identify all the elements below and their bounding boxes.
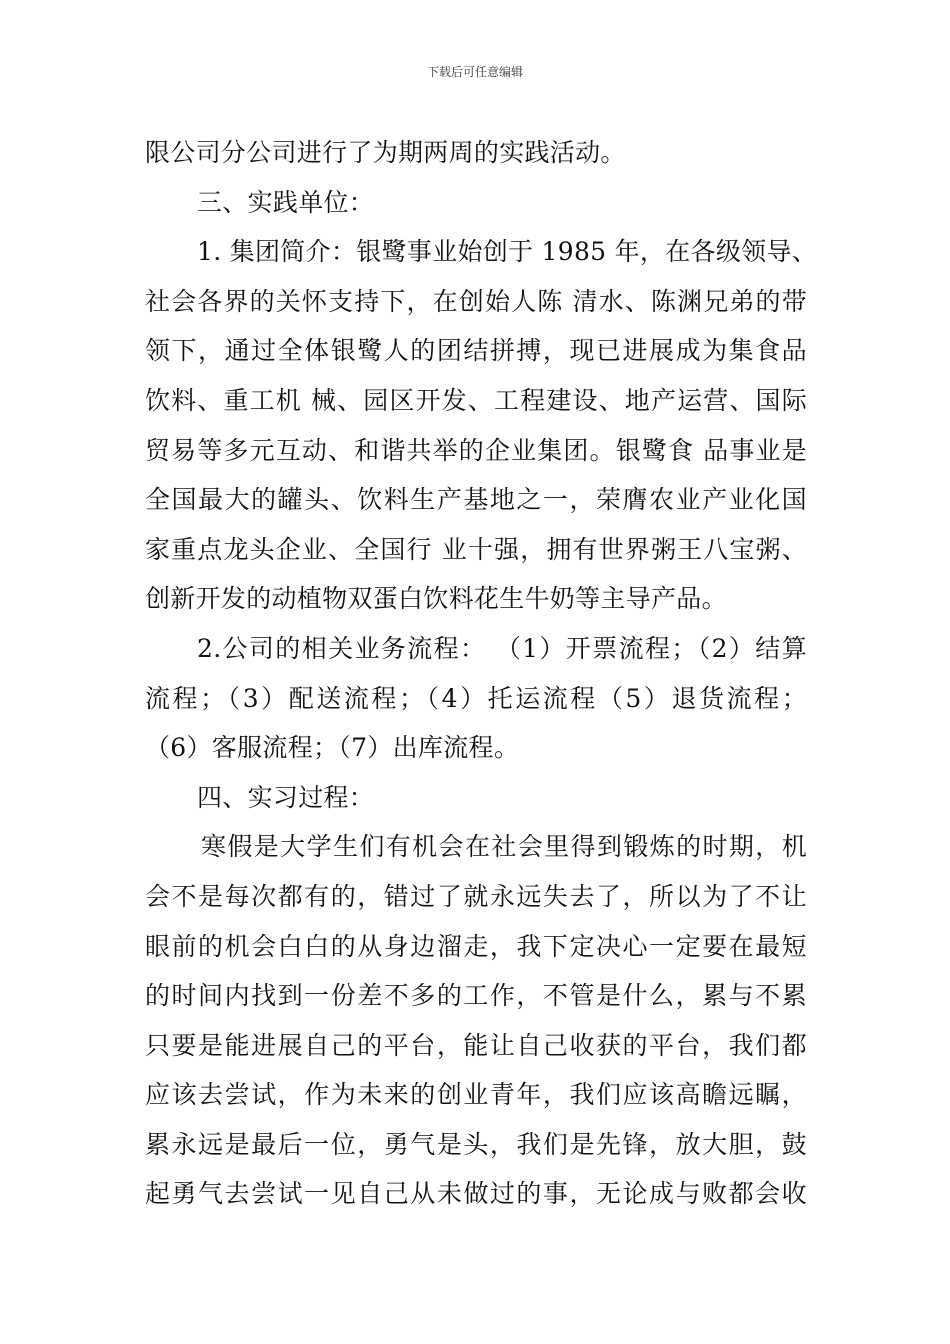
section-heading: 三、实践单位：	[197, 187, 375, 217]
paragraph-line: 起勇气去尝试一见自己从未做过的事，无论成与败都会收	[145, 1179, 807, 1209]
paragraph-line: 限公司分公司进行了为期两周的实践活动。	[145, 138, 626, 167]
paragraph-line: 创新开发的动植物双蛋白饮料花生牛奶等主导产品。	[145, 584, 727, 614]
paragraph-line: 饮料、重工机 械、园区开发、工程建设、地产运营、国际	[145, 385, 807, 415]
paragraph-line: 社会各界的关怀支持下，在创始人陈 清水、陈渊兄弟的带	[145, 286, 807, 316]
paragraph-line: 寒假是大学生们有机会在社会里得到锻炼的时期，机	[201, 832, 807, 862]
paragraph-line: 会不是每次都有的，错过了就永远失去了，所以为了不让	[145, 881, 807, 911]
section-heading: 四、实习过程：	[197, 782, 375, 812]
paragraph-line: 领下，通过全体银鹭人的团结拼搏，现已进展成为集食品	[145, 336, 807, 366]
paragraph-line: （6）客服流程；（7）出库流程。	[145, 733, 520, 763]
paragraph-line: 累永远是最后一位，勇气是头，我们是先锋，放大胆，鼓	[145, 1129, 807, 1159]
paragraph-line: 贸易等多元互动、和谐共举的企业集团。银鹭食 品事业是	[145, 435, 807, 465]
document-body	[145, 128, 818, 1219]
paragraph-line: 眼前的机会白白的从身边溜走，我下定决心一定要在最短	[145, 931, 807, 961]
paragraph-line: 的时间内找到一份差不多的工作，不管是什么，累与不累	[145, 981, 807, 1011]
page-header: 下载后可任意编辑	[426, 65, 523, 79]
paragraph-line: 家重点龙头企业、全国行 业十强，拥有世界粥王八宝粥、	[145, 534, 807, 564]
paragraph-line: 2.公司的相关业务流程： （1）开票流程；（2）结算	[197, 633, 807, 663]
paragraph-line: 全国最大的罐头、饮料生产基地之一，荣膺农业产业化国	[145, 485, 807, 515]
paragraph-line: 应该去尝试，作为未来的创业青年，我们应该高瞻远瞩，	[145, 1080, 807, 1110]
paragraph-line: 只要是能进展自己的平台，能让自己收获的平台，我们都	[145, 1030, 807, 1060]
paragraph-line: 流程；（3）配送流程；（4）托运流程（5）退货流程；	[145, 683, 807, 713]
paragraph-line: 1. 集团简介：银鹭事业始创于 1985 年，在各级领导、	[197, 237, 818, 267]
